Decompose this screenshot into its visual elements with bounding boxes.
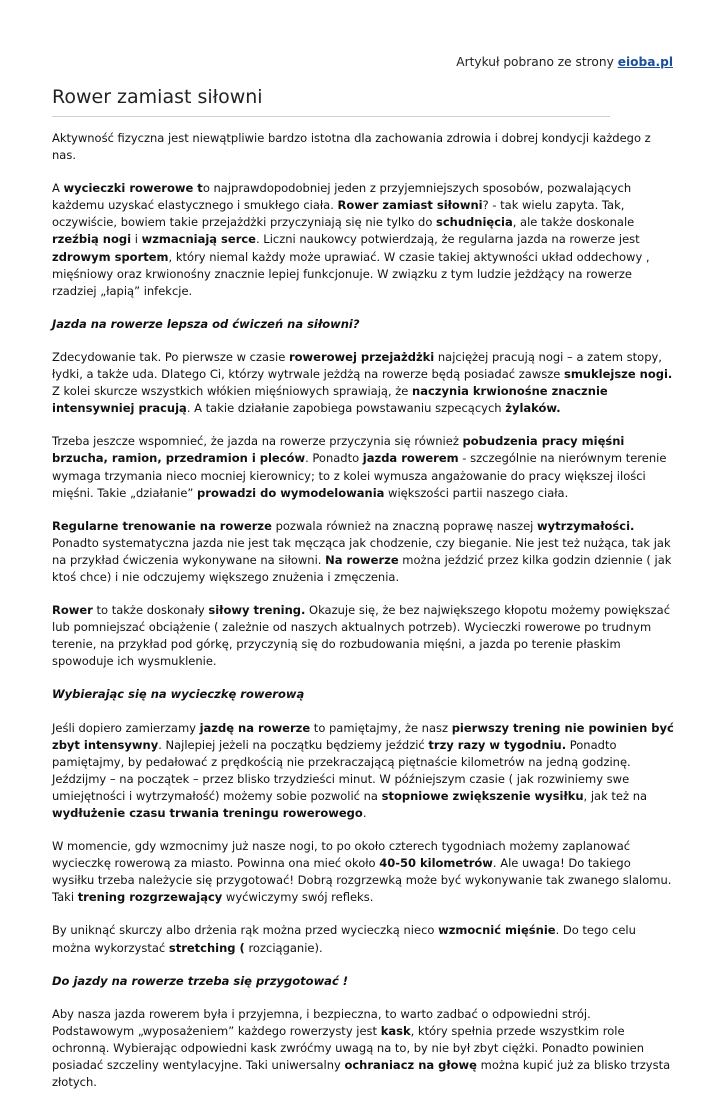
title-divider <box>52 116 610 117</box>
section-heading <box>52 316 674 333</box>
text-run: i <box>131 232 142 247</box>
bold-text: trzy razy w tygodniu. <box>428 737 567 752</box>
text-run: . A takie działanie zapobiega powstawaniu szpecących <box>186 401 506 416</box>
text-run: . <box>362 806 367 820</box>
text-run: można kupić już za blisko trzysta złotych. <box>52 1058 671 1090</box>
text-run: to pamiętajmy, że nasz <box>310 720 452 735</box>
bold-text: rowerowej przejażdżki <box>288 349 435 364</box>
bold-text: Rower zamiast siłowni <box>337 198 483 213</box>
text-run: Okazuje się, że bez największego kłopotu możemy powiększać lub pomniejszać obciążenie ( zależnie od naszych aktualnych potrzeb). Wycieczki rowerowe po trudnym terenie, na przykład pod górkę, przyczynią się do rozbudowania mięśni, a jazda po terenie płaskim spowoduje ich wysmuklenie. <box>52 603 671 669</box>
text-run: . Ponadto <box>305 451 363 466</box>
text-run: , który spełnia przede wszystkim role ochronną. Wybierając odpowiedni kask zwróćmy uwagą na to, by nie był zbyt ciężki. Ponadto powinien posiadać szczeliny wentylacyjne. Taki uniwersalny <box>52 1023 645 1073</box>
bold-text: smuklejsze nogi. <box>563 367 673 382</box>
text-run: to także doskonały <box>92 603 209 618</box>
text-run: . Do tego celu można wykorzystać <box>52 923 636 955</box>
section-heading <box>52 973 674 990</box>
text-run: Aby nasza jazda rowerem była i przyjemna, i bezpieczna, to warto zadbać o odpowiedni strój. Podstawowym „wyposażeniem” każdego rowerzysty jest <box>52 1006 591 1038</box>
paragraph <box>52 922 674 956</box>
text-run: o najprawdopodobniej jeden z przyjemniejszych sposobów, pozwalających każdemu uzyskać elastycznego i smukłego ciała. <box>52 181 632 213</box>
bold-text: trening rozgrzewający <box>77 890 223 905</box>
bold-text: pobudzenia pracy mięśni brzucha, ramion, przedramion i pleców <box>52 434 625 466</box>
text-run: A <box>52 181 64 196</box>
section-heading <box>52 686 674 703</box>
source-prefix: Artykuł pobrano ze strony <box>456 55 618 69</box>
text-run: rozciąganie). <box>244 940 323 955</box>
paragraph <box>52 720 674 823</box>
paragraph <box>52 602 674 670</box>
paragraph <box>52 838 674 906</box>
bold-text: prowadzi do wymodelowania <box>197 485 385 500</box>
text-run: - szczególnie na nierównym terenie wymaga trzymania nieco mocniej kierownicy; to z kolei wymusza angażowanie do pracy większej ilości mięśni. Takie „działanie” <box>52 451 667 500</box>
bold-text: jazdę na rowerze <box>199 720 311 735</box>
text-run: Aktywność fizyczna jest niewątpliwie bardzo istotna dla zachowania zdrowia i dobrej kondycji każdego z nas. <box>52 131 651 163</box>
source-link[interactable]: eioba.pl <box>617 55 673 69</box>
paragraph <box>52 1006 674 1091</box>
text-run: W momencie, gdy wzmocnimy już nasze nogi, to po około czterech tygodniach możemy zaplanować wycieczkę rowerową za miasto. Powinna ona mieć około <box>52 839 631 871</box>
text-run: większości partii naszego ciała. <box>384 485 569 500</box>
bold-text: naczynia krwionośne znacznie intensywniej pracują <box>52 384 608 416</box>
bold-text: wzmocnić mięśnie <box>438 923 556 938</box>
text-run: . Najlepiej jeżeli na początku będziemy jeździć <box>158 737 429 752</box>
text-run: . Liczni naukowcy potwierdzają, że regularna jazda na rowerze jest <box>255 232 640 247</box>
text-run: Ponadto pamiętajmy, by pedałować z prędkością nie przekraczającą piętnaście kilometrów na jedną godzinę. Jeździjmy – na początek – przez blisko trzydzieści minut. W późniejszym czasie ( jak rozwiniemy swe umiejętności i wytrzymałość) możemy sobie pozwolić na <box>52 737 631 803</box>
bold-text: wzmacniają serce <box>141 232 256 247</box>
paragraph <box>52 518 674 586</box>
text-run: ? - tak wielu zapyta. Tak, oczywiście, bowiem takie przejażdżki przyczyniają się nie tylko do <box>52 198 625 230</box>
text-run: Ponadto systematyczna jazda nie jest tak męcząca jak chodzenie, czy bieganie. Nie jest też nużąca, tak jak na przykład ćwiczenia wykonywane na siłowni. <box>52 535 671 567</box>
text-run: , który niemal każdy może uprawiać. W czasie takiej aktywności układ oddechowy , mięśniowy oraz krwionośny znacznie lepiej funkcjonuje. W związku z tym ludzie jeżdżący na rowerze rzadziej „łapią” infekcje. <box>52 249 650 298</box>
bold-text: rzeźbią nogi <box>52 232 132 247</box>
article-title: Rower zamiast siłowni <box>52 86 263 108</box>
text-run: Do jazdy na rowerze trzeba się przygotować ! <box>52 973 349 988</box>
bold-text: Regularne trenowanie na rowerze <box>52 518 272 533</box>
text-run: , ale także doskonale <box>512 215 635 230</box>
text-run: . Ale uwaga! Do takiego wysiłku trzeba należycie się przygotować! Dobrą rozgrzewką może być wykonywanie tak zwanego slalomu. Taki <box>52 856 672 905</box>
text-run: Zdecydowanie tak. Po pierwsze w czasie <box>52 349 289 364</box>
text-run: , jak też na <box>583 788 648 803</box>
article-body <box>52 130 674 1107</box>
text-run: Wybierając się na wycieczkę rowerową <box>52 687 305 702</box>
bold-text: Rower <box>52 603 93 618</box>
bold-text: pierwszy trening nie powinien być zbyt intensywny <box>52 720 674 752</box>
bold-text: stopniowe zwiększenie wysiłku <box>381 788 584 803</box>
bold-text: stretching ( <box>168 940 245 955</box>
bold-text: siłowy trening. <box>208 603 306 618</box>
bold-text: schudnięcia <box>436 215 513 230</box>
bold-text: wycieczki rowerowe t <box>63 181 203 196</box>
paragraph <box>52 180 674 300</box>
source-header <box>456 55 673 69</box>
bold-text: ochraniacz na głowę <box>344 1058 477 1073</box>
bold-text: wytrzymałości. <box>537 518 635 533</box>
paragraph <box>52 130 674 164</box>
bold-text: wydłużenie czasu trwania treningu rowerowego <box>52 806 363 820</box>
text-run: wyćwiczymy swój refleks. <box>222 890 374 905</box>
text-run: można jeździć przez kilka godzin dziennie ( jak ktoś chce) i nie odczujemy większego znużenia i zmęczenia. <box>52 552 672 584</box>
bold-text: Na rowerze <box>325 552 399 567</box>
text-run: najciężej pracują nogi – a zatem stopy, łydki, a także uda. Dlatego Ci, którzy wytrwale jeżdżą na rowerze będą posiadać zawsze <box>52 349 662 382</box>
text-run: Jazda na rowerze lepsza od ćwiczeń na siłowni? <box>52 316 360 331</box>
text-run: Trzeba jeszcze wspomnieć, że jazda na rowerze przyczynia się również <box>52 434 463 449</box>
bold-text: jazda rowerem <box>362 451 459 466</box>
paragraph <box>52 433 674 501</box>
text-run: pozwala również na znaczną poprawę naszej <box>271 518 538 533</box>
bold-text: 40-50 kilometrów <box>379 856 493 871</box>
bold-text: żylaków. <box>505 401 561 416</box>
paragraph <box>52 349 674 417</box>
text-run: Jeśli dopiero zamierzamy <box>52 720 200 735</box>
bold-text: zdrowym sportem <box>52 249 169 264</box>
text-run: By uniknąć skurczy albo drżenia rąk można przed wycieczką nieco <box>52 923 439 938</box>
text-run: Z kolei skurcze wszystkich włókien mięśniowych sprawiają, że <box>52 384 413 399</box>
bold-text: kask <box>380 1023 411 1038</box>
